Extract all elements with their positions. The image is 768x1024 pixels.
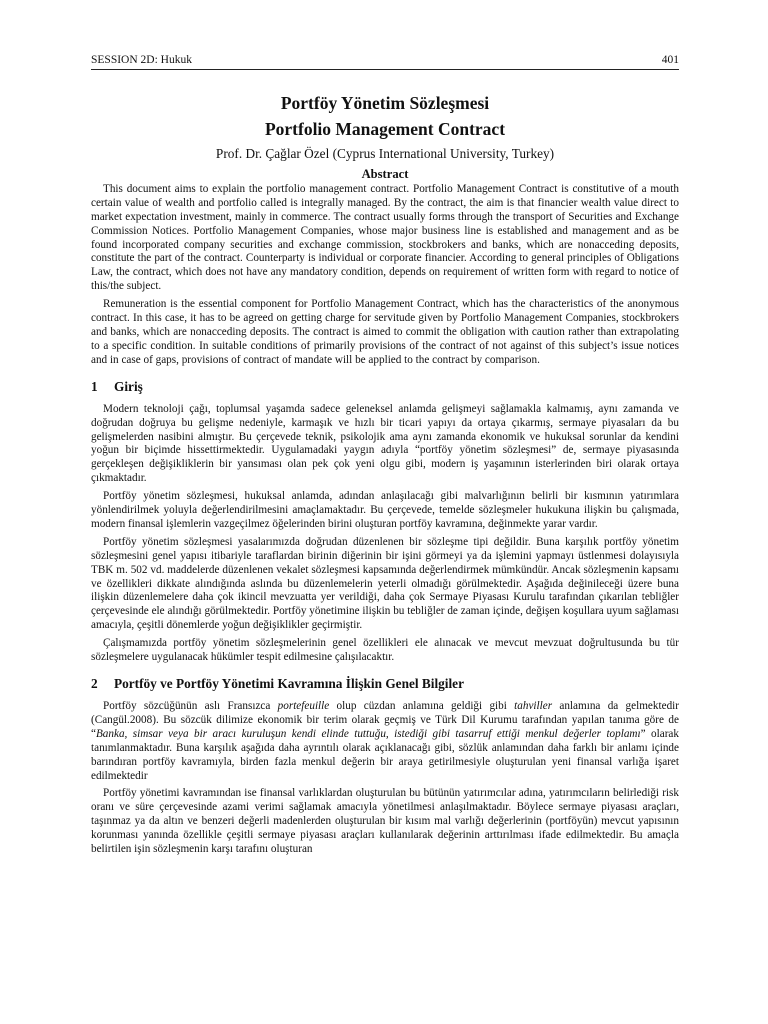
italic-term: tahviller <box>514 700 553 712</box>
section-title: Giriş <box>114 378 143 394</box>
paper-page <box>91 54 679 861</box>
title-turkish: Portföy Yönetim Sözleşmesi <box>280 92 490 113</box>
section-2-paragraph-2: Portföy yönetimi kavramından ise finansal varlıklardan oluşturulan bu bütünün yatırımcılar adına, yatırımcıların belirlediği risk oranı ve süre çerçevesinde azami verimi sağlamak amacıyla yönetilmesi anlaşılmaktadır. Böylece sermaye piyasası araçları, taşınmaz ya da altın ve benzeri değerli madenlerden oluşturulan bir kısım mal varlığı değerlerinin (portföyün) mevcut yapısının korunması yanında özellikle çeşitli sermaye piyasası araçları kullanılarak değerinin arttırılması ifade edilmektedir. Bu amaçla belirtilen işin sözleşmenin karşı tarafını oluşturan <box>91 787 679 856</box>
section-number: 2 <box>91 676 98 691</box>
text-run: Portföy sözcüğünün aslı Fransızca <box>103 700 278 712</box>
section-number: 1 <box>91 378 98 394</box>
text-run: olup cüzdan anlamına geldiği gibi <box>329 700 515 712</box>
running-header <box>91 54 679 70</box>
title-english: Portfolio Management Contract <box>264 118 506 139</box>
italic-quote: Banka, simsar veya bir aracı kuruluşun kendi elinde tuttuğu, istediği gibi tasarruf ettiği menkul değerler toplamı <box>95 727 641 740</box>
italic-term: portefeuille <box>277 700 330 712</box>
abstract-paragraph-2: Remuneration is the essential component for Portfolio Management Contract, which has the characteristics of the anonymous contract. In this case, it has to be agreed on getting charge for servitude given by Portfolio Management Companies, stockbrokers and banks, which are nonacceding deposits. The contract is aimed to commit the obligation with caution rather than extrapolating to a specific condition. In suitable conditions of primarily provisions of the contract of not against of this subject’s issue notices and in case of gaps, provisions of contract of mandate will be applied to the contract by comparison. <box>91 298 679 366</box>
abstract-heading: Abstract <box>361 166 409 181</box>
section-1-paragraph-4: Çalışmamızda portföy yönetim sözleşmelerinin genel özellikleri ele alınacak ve mevcut mevzuat doğrultusunda bu tür sözleşmelere uygulanacak hükümler tespit edilmesine çalışılacaktır. <box>91 637 679 664</box>
text-run: anlamına da gelmektedir (Cangül.2008). Bu sözcük dilimize ekonomik bir terim olarak geçmiş ve Türk Dil Kurumu tarafından yapılan tanıma göre de “ <box>91 700 679 740</box>
page-number: 401 <box>661 54 679 66</box>
section-2-heading <box>91 676 679 692</box>
section-2-paragraph-1 <box>91 700 679 783</box>
section-1-heading <box>91 379 679 395</box>
session-label: SESSION 2D: Hukuk <box>91 54 192 66</box>
section-1-paragraph-2: Portföy yönetim sözleşmesi, hukuksal anlamda, adından anlaşılacağı gibi malvarlığının belirli bir kısmının yatırımlara yönlendirilmek yoluyla değerlendirilmesini amaçlamaktadır. Bu çerçevede, temelde sözleşmeler hukukuna ilişkin bu çalışmada, modern finansal işlemlerin vazgeçilmez öğelerinden birini oluşturan portföy kavramına, değinmekte yarar vardır. <box>91 490 679 530</box>
section-1-paragraph-3: Portföy yönetim sözleşmesi yasalarımızda doğrudan düzenlenen bir sözleşme tipi değildir. Buna karşılık portföy yönetim sözleşmesini genel yapısı itibariyle taraflardan birinin diğerinin bir işini görmeyi ya da işlemini yapmayı üstlenmesi dolayısıyla TBK m. 502 vd. maddelerde düzenlenen vekalet sözleşmesi kapsamında değerlendirmek mümkündür. Ancak sözleşmenin kapsamı ve özellikleri dikkate alındığında aslında bu düzenlemelerin yeterli olmadığı görülmektedir. Aşağıda değinileceği üzere buna ilişkin düzenlemelere daha çok ikincil mevzuatta yer verildiği, daha çok Sermaye Piyasası Kurulu tarafından çıkarılan tebliğler çerçevesinde ele alındığı görülmektedir. Portföy yönetimine ilişkin bu tebliğler de zaman içinde, değişen koşullara uyum sağlaması amacıyla, çeşitli dönemlerde yoğun değişiklikler geçirmiştir. <box>91 535 679 632</box>
text-run: ” olarak tanımlanmaktadır. Buna karşılık aşağıda daha ayrıntılı olarak açıklanacağı gibi, sözlük anlamından daha farklı bir anlamı içinde barındıran portföy kavramıyla, birden fazla menkul değerin bir araya getirilmesiyle oluşturulan yeni finansal varlığa işaret edilmektedir <box>91 727 679 782</box>
section-1-paragraph-1: Modern teknoloji çağı, toplumsal yaşamda sadece geleneksel anlamda gelişmeyi sağlamakla kalmamış, aynı zamanda ve doğrudan doğruya bu gelişme nedeniyle, karmaşık ve hızlı bir ticari yapıyı da ortaya çıkarmış, sermaye piyasaları da bu gelişmelerden nasibini almıştır. Bu çerçevede teknik, psikolojik ama aynı zamanda ekonomik ve hukuksal sorunlar da kendini yoğun bir biçimde hissettirmektedir. Uygulamadaki yaygın adıyla “portföy yönetim sözleşmesi” de, sermaye piyasasında gerçekleşen değişikliklerin bir yansıması olan pek çok yeni olgu gibi, modern iş yaşamının isterlerinden biri olarak ortaya çıkmaktadır. <box>91 402 679 485</box>
author-line: Prof. Dr. Çağlar Özel (Cyprus International University, Turkey) <box>215 145 555 161</box>
section-title: Portföy ve Portföy Yönetimi Kavramına İlişkin Genel Bilgiler <box>114 676 464 691</box>
abstract-paragraph-1: This document aims to explain the portfolio management contract. Portfolio Management Contract is constitutive of a mouth certain value of wealth and portfolio called is integrally managed. By the contract, the aim is that financier wealth value direct to market expectation investment, mainly in commerce. The contract usually forms through the transport of Securities and Exchange Commission Notices. Portfolio Management Companies, whose major business line is established and management and as be found incorporated company securities and exchange commission, stockbrokers and banks, which are nonacceding deposits, constitute the part of the contract. Counterparty is individual or corporate financier. According to general principles of Obligations Law, the contract, which does not have any mandatory condition, depends on requirement of written form with regard to notice of this/the subject. <box>91 182 679 293</box>
